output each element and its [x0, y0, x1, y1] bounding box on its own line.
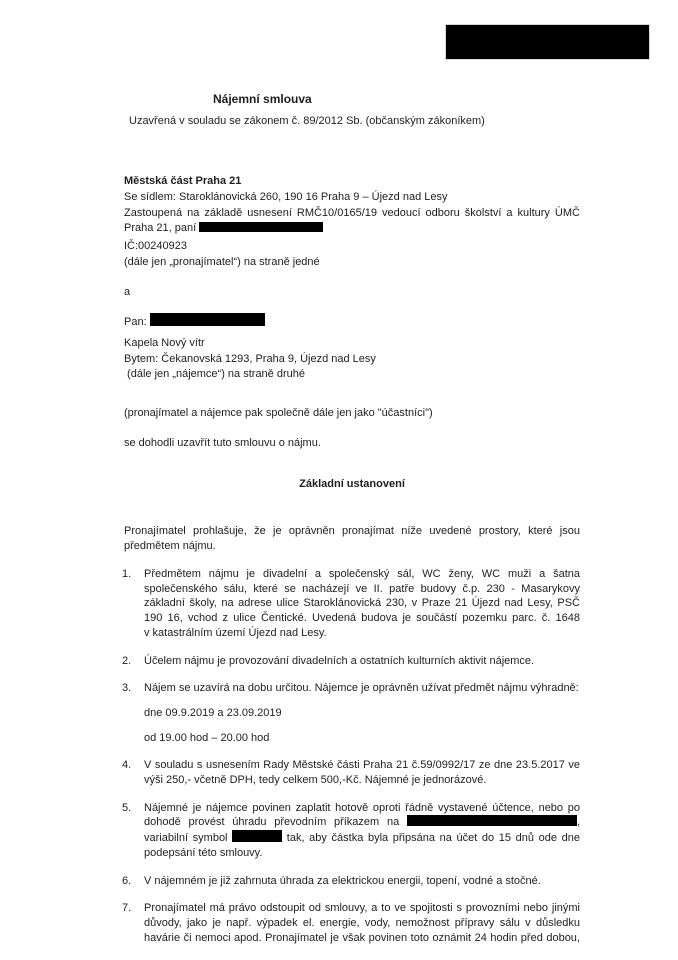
text-line: [144, 567, 580, 582]
tenant-name-line: [124, 313, 580, 331]
tenant-band-name: [124, 336, 580, 352]
list-item: [122, 654, 580, 669]
text-run: Kapela Nový vítr: [124, 336, 205, 349]
text-run: Předmětem nájmu je divadelní a společenský sál, WC ženy, WC muži a šatna: [144, 568, 580, 580]
numbered-list: [122, 567, 580, 945]
text-line: [144, 596, 580, 611]
text-line: [144, 582, 580, 597]
text-run: (dále jen „nájemce“) na straně druhé: [124, 368, 305, 381]
item-body: [144, 801, 580, 861]
text-line: [144, 626, 580, 641]
text-run: dne 09.9.2019 a 23.09.2019: [144, 706, 282, 719]
item-body: [144, 901, 580, 945]
item-body: [144, 681, 580, 745]
conjunction-a: a: [124, 286, 131, 298]
item-body: [144, 567, 580, 641]
landlord-representation: [124, 206, 580, 238]
text-run: V nájemném je již zahrnuta úhrada za elektrickou energii, topení, vodné a stočné.: [144, 874, 541, 887]
item-body: [144, 758, 580, 787]
item-number: 6.: [122, 874, 132, 887]
joint-parties-clause: (pronajímatel a nájemce pak společně dále jen jako "účastníci"): [124, 407, 433, 419]
text-run: Zastoupená na základě usnesení RMČ10/0165/19 vedoucí odboru školství a kultury ÚMČ: [124, 206, 580, 219]
text-run: předmětem nájmu.: [124, 539, 216, 552]
pani-redaction-bar: [199, 222, 323, 232]
text-line: [144, 758, 580, 773]
text-run: V souladu s usnesením Rady Městské části Praha 21 č.59/0992/17 ze dne 23.5.2017 ve: [144, 759, 580, 772]
text-run: Praha 21, paní: [124, 222, 200, 235]
section-heading: Základní ustanovení: [299, 478, 405, 490]
landlord-name: Městská část Praha 21: [124, 175, 242, 187]
landlord-section: [124, 174, 580, 271]
document-title: Nájemní smlouva: [213, 92, 312, 106]
intro-paragraph: [124, 524, 580, 553]
text-run: v katastrálním území Újezd nad Lesy.: [144, 626, 327, 639]
list-item: [122, 901, 580, 945]
text-line: [144, 874, 580, 889]
list-item: [122, 681, 580, 745]
landlord-address: Se sídlem: Staroklánovická 260, 190 16 Praha 9 – Újezd nad Lesy: [124, 190, 448, 203]
vs-redaction-bar: [232, 830, 282, 842]
tenant-alias: [124, 367, 580, 383]
text-run: podepsání této smlouvy.: [144, 846, 263, 859]
text-run: Pan:: [124, 316, 150, 328]
item-body: [144, 874, 580, 889]
text-run: havárie či nemoci apod. Pronajímatel je však povinen toto oznámit 24 hodin před dobou,: [144, 931, 580, 944]
tenant-address: [124, 352, 580, 368]
text-line: [144, 901, 580, 916]
list-item: [122, 758, 580, 787]
text-run: Pronajímatel prohlašuje, že je oprávněn pronajímat níže uvedené prostory, které jsou: [124, 525, 580, 537]
representation-line-1: [124, 206, 580, 222]
text-run: Pronajímatel má právo odstoupit od smlouvy, a to ve spojitosti s provozními nebo jinými: [144, 902, 580, 915]
text-line: [144, 681, 580, 696]
text-run: Nájem se uzavírá na dobu určitou. Nájemce je oprávněn užívat předmět nájmu výhradně:: [144, 682, 579, 695]
item-number: 5.: [122, 801, 132, 814]
text-line: [144, 801, 580, 816]
text-run: ,: [576, 816, 580, 829]
item-body: [144, 654, 580, 669]
item-number: 7.: [122, 902, 132, 915]
text-run: od 19.00 hod – 20.00 hod: [144, 731, 270, 744]
text-run: IČ:00240923: [124, 240, 187, 253]
account-redaction-bar: [407, 815, 577, 826]
text-run: důvody, jako je např. výpadek el. energie, vody, nemožnost přípravy sálu v důsledku: [144, 916, 580, 929]
text-run: základní školy, na adrese ulice Staroklánovická 230, v Praze 21 Újezd nad Lesy, PSČ: [144, 597, 580, 610]
landlord-ic: [124, 239, 580, 255]
item-number: 2.: [122, 654, 132, 667]
item-number: 1.: [122, 568, 132, 580]
list-item: [122, 801, 580, 861]
text-line: [144, 773, 580, 788]
representation-line-2: [124, 221, 580, 237]
landlord-alias: [124, 255, 580, 271]
text-line: [144, 706, 580, 721]
text-run: společenského sálu, které se nacházejí ve II. patře budovy č.p. 230 - Masarykovy: [144, 582, 580, 595]
text-run: tak, aby částka byla připsána na účet do 15 dnů ode dne: [282, 832, 580, 845]
text-line: [144, 654, 580, 669]
item-number: 4.: [122, 759, 132, 772]
text-run: dohodě provést úhradu převodním příkazem na: [144, 816, 407, 829]
text-line: [144, 846, 580, 861]
pan-redaction-bar: [150, 313, 265, 326]
text-run: 190 16, vchod z ulice Čentické. Uvedená budova je součástí pozemku parc. č. 1648: [144, 612, 580, 625]
header-redaction-bar: [446, 25, 649, 59]
text-run: Bytem: Čekanovská 1293, Praha 9, Újezd nad Lesy: [124, 352, 376, 365]
text-line: [144, 916, 580, 931]
agreement-clause: se dohodli uzavřít tuto smlouvu o nájmu.: [124, 437, 321, 449]
text-line: [144, 830, 580, 846]
intro-line-1: [124, 524, 580, 539]
text-run: Nájemné je nájemce povinen zaplatit hotově oproti řádně vystavené účtence, nebo po: [144, 801, 580, 814]
list-item: [122, 874, 580, 889]
text-line: [144, 815, 580, 830]
document-subtitle: Uzavřená v souladu se zákonem č. 89/2012 Sb. (občanským zákoníkem): [129, 115, 485, 127]
text-line: [144, 731, 580, 746]
tenant-section: [124, 313, 580, 383]
text-line: [144, 611, 580, 626]
item-number: 3.: [122, 682, 132, 695]
text-run: (dále jen „pronajímatel“) na straně jedné: [124, 255, 320, 268]
text-run: variabilní symbol: [144, 832, 233, 845]
text-run: výši 250,- včetně DPH, tedy celkem 500,-Kč. Nájemné je jednorázové.: [144, 774, 487, 787]
text-run: Účelem nájmu je provozování divadelních a ostatních kulturních aktivit nájemce.: [144, 654, 535, 667]
intro-line-2: [124, 539, 580, 554]
text-line: [144, 931, 580, 946]
landlord-registration: [124, 239, 580, 271]
list-item: [122, 567, 580, 641]
